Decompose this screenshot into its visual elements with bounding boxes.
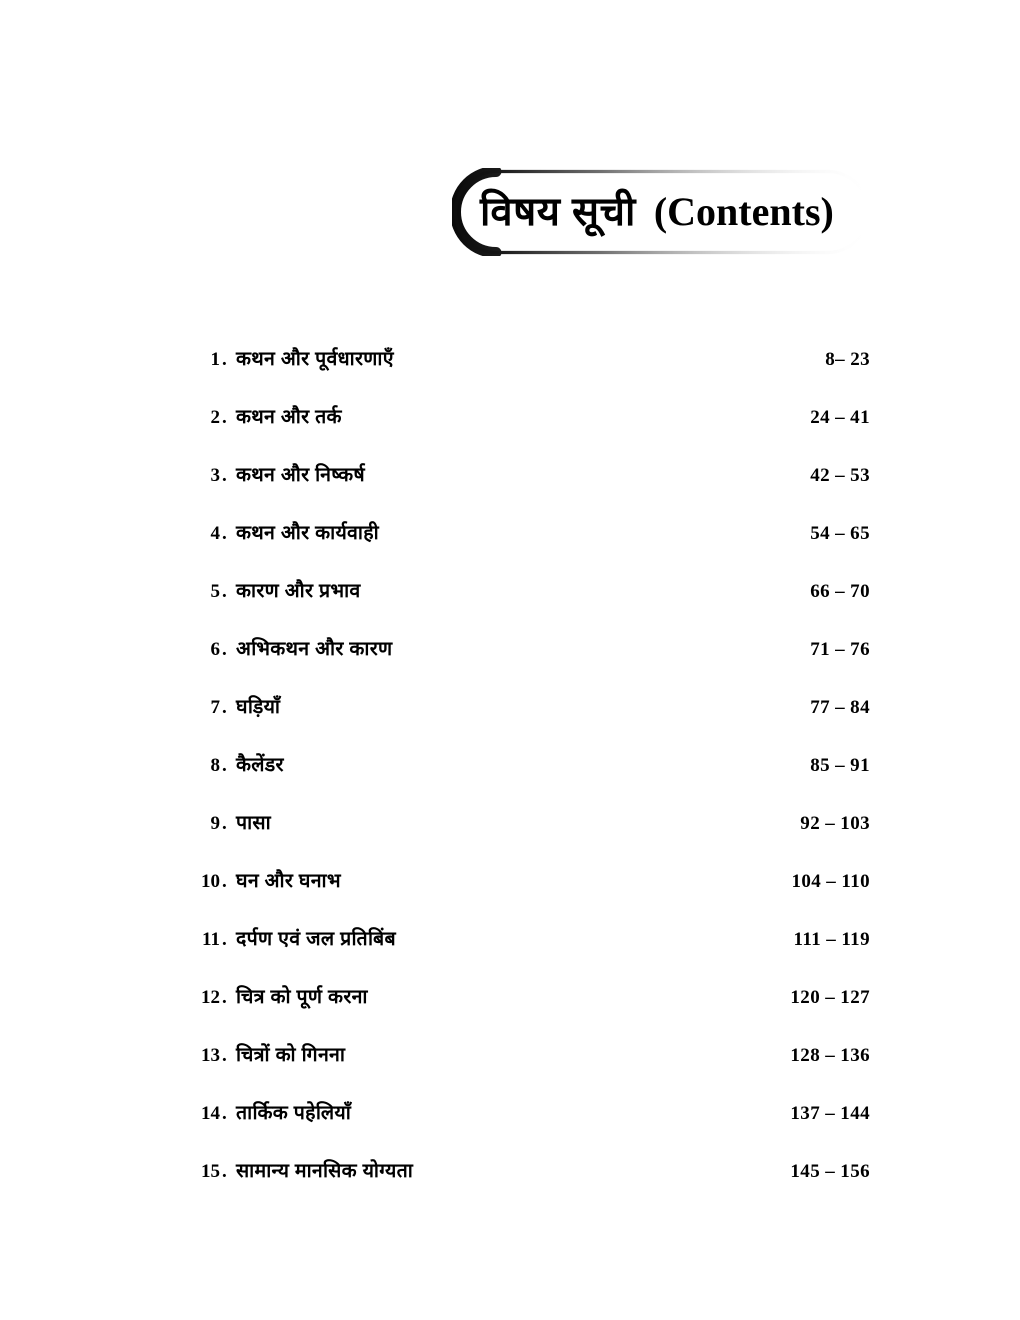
page-title-english: (Contents) bbox=[653, 189, 834, 234]
toc-entry-page-range: 71 – 76 bbox=[810, 639, 870, 660]
table-of-contents bbox=[186, 330, 870, 1200]
toc-entry-title[interactable]: अभिकथन और कारण bbox=[236, 638, 393, 660]
toc-entry-title[interactable]: तार्किक पहेलियाँ bbox=[236, 1102, 352, 1124]
toc-entry-number-separator: . bbox=[222, 581, 227, 602]
toc-entry-title[interactable]: चित्र को पूर्ण करना bbox=[236, 986, 368, 1008]
toc-entry[interactable] bbox=[186, 620, 870, 678]
toc-entry-number-separator: . bbox=[222, 697, 227, 718]
toc-entry[interactable] bbox=[186, 330, 870, 388]
toc-entry-page-range: 145 – 156 bbox=[790, 1161, 870, 1182]
toc-entry[interactable] bbox=[186, 388, 870, 446]
toc-entry-title[interactable]: घड़ियाँ bbox=[236, 696, 281, 718]
toc-entry[interactable] bbox=[186, 910, 870, 968]
toc-entry[interactable] bbox=[186, 446, 870, 504]
toc-entry-number-separator: . bbox=[222, 813, 227, 834]
toc-entry-page-range: 104 – 110 bbox=[791, 871, 870, 892]
toc-entry-number: 11 bbox=[202, 929, 220, 950]
page-title-block bbox=[452, 168, 872, 256]
toc-entry-number-separator: . bbox=[222, 1045, 227, 1066]
toc-entry-title[interactable]: कथन और निष्कर्ष bbox=[236, 464, 365, 486]
toc-entry-number: 1 bbox=[210, 349, 220, 370]
toc-entry-number: 6 bbox=[210, 639, 220, 660]
toc-entry-page-range: 24 – 41 bbox=[810, 407, 870, 428]
toc-entry-page-range: 111 – 119 bbox=[793, 929, 870, 950]
toc-entry[interactable] bbox=[186, 504, 870, 562]
toc-entry-number: 15 bbox=[201, 1161, 220, 1182]
toc-entry-page-range: 54 – 65 bbox=[810, 523, 870, 544]
toc-entry-title[interactable]: कारण और प्रभाव bbox=[236, 580, 361, 602]
toc-entry-number: 3 bbox=[210, 465, 220, 486]
toc-entry-number: 10 bbox=[201, 871, 220, 892]
toc-entry-number-separator: . bbox=[222, 871, 227, 892]
toc-entry-page-range: 120 – 127 bbox=[790, 987, 870, 1008]
toc-entry-number-separator: . bbox=[222, 755, 227, 776]
toc-entry-page-range: 128 – 136 bbox=[790, 1045, 870, 1066]
toc-entry-number-separator: . bbox=[222, 465, 227, 486]
toc-entry-page-range: 66 – 70 bbox=[810, 581, 870, 602]
toc-entry-number: 8 bbox=[210, 755, 220, 776]
toc-entry[interactable] bbox=[186, 852, 870, 910]
toc-entry-number: 5 bbox=[210, 581, 220, 602]
toc-entry-number: 12 bbox=[201, 987, 220, 1008]
toc-entry-number: 14 bbox=[201, 1103, 220, 1124]
toc-entry-number: 13 bbox=[201, 1045, 220, 1066]
toc-entry-title[interactable]: सामान्य मानसिक योग्यता bbox=[236, 1160, 414, 1182]
toc-entry-title[interactable]: कथन और कार्यवाही bbox=[236, 522, 379, 544]
toc-entry-number-separator: . bbox=[222, 1103, 227, 1124]
toc-entry[interactable] bbox=[186, 1142, 870, 1200]
toc-entry-number-separator: . bbox=[222, 407, 227, 428]
toc-entry-number: 4 bbox=[210, 523, 220, 544]
toc-entry-number: 2 bbox=[210, 407, 220, 428]
toc-entry[interactable] bbox=[186, 562, 870, 620]
toc-entry-number-separator: . bbox=[222, 349, 227, 370]
toc-entry-number-separator: . bbox=[222, 1161, 227, 1182]
toc-entry-page-range: 77 – 84 bbox=[810, 697, 870, 718]
toc-entry-number-separator: . bbox=[222, 523, 227, 544]
toc-entry-title[interactable]: कैलेंडर bbox=[236, 754, 284, 776]
toc-entry[interactable] bbox=[186, 1084, 870, 1142]
toc-entry[interactable] bbox=[186, 736, 870, 794]
toc-entry-page-range: 42 – 53 bbox=[810, 465, 870, 486]
toc-entry-title[interactable]: चित्रों को गिनना bbox=[236, 1044, 346, 1066]
toc-entry-number: 9 bbox=[210, 813, 220, 834]
toc-entry-page-range: 137 – 144 bbox=[790, 1103, 870, 1124]
toc-entry-title[interactable]: घन और घनाभ bbox=[236, 870, 341, 892]
toc-entry[interactable] bbox=[186, 968, 870, 1026]
toc-entry[interactable] bbox=[186, 794, 870, 852]
toc-entry-title[interactable]: पासा bbox=[236, 812, 271, 834]
toc-entry[interactable] bbox=[186, 678, 870, 736]
toc-entry-title[interactable]: कथन और तर्क bbox=[236, 406, 342, 428]
toc-entry-title[interactable]: दर्पण एवं जल प्रतिबिंब bbox=[236, 928, 396, 950]
toc-entry[interactable] bbox=[186, 1026, 870, 1084]
page-title bbox=[480, 189, 834, 234]
toc-entry-title[interactable]: कथन और पूर्वधारणाएँ bbox=[236, 348, 394, 370]
toc-entry-number-separator: . bbox=[222, 987, 227, 1008]
toc-entry-number-separator: . bbox=[222, 929, 227, 950]
toc-entry-page-range: 8– 23 bbox=[825, 349, 870, 370]
page-title-hindi: विषय सूची bbox=[480, 190, 636, 234]
toc-entry-page-range: 92 – 103 bbox=[800, 813, 870, 834]
toc-entry-page-range: 85 – 91 bbox=[810, 755, 870, 776]
toc-entry-number-separator: . bbox=[222, 639, 227, 660]
toc-entry-number: 7 bbox=[210, 697, 220, 718]
